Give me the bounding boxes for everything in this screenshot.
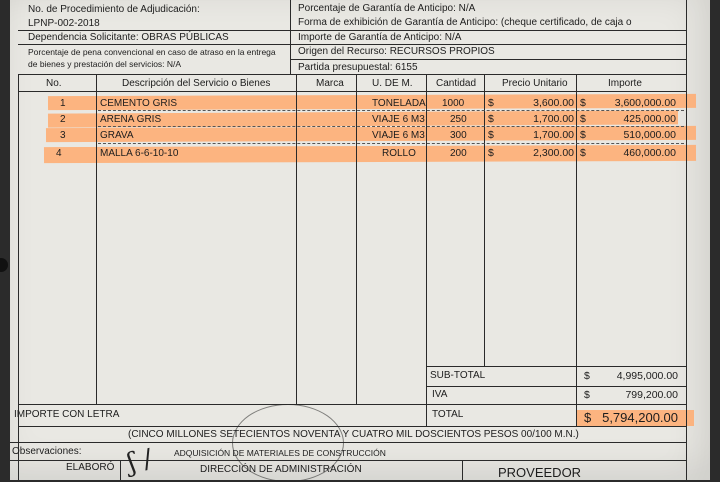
header-divider (290, 0, 291, 75)
header-line (18, 74, 686, 75)
row-4-description: MALLA 6-6-10-10 (100, 148, 179, 159)
row-guide (98, 110, 684, 111)
row-4-qty: 200 (450, 148, 467, 159)
total-label: TOTAL (432, 409, 464, 420)
column-line (96, 74, 97, 404)
row-3-description: GRAVA (100, 130, 134, 141)
row-1-qty: 1000 (442, 98, 465, 109)
row-1-no: 1 (60, 98, 66, 109)
subtotal-currency: $ (584, 370, 590, 382)
administration-label: DIRECCIÓN DE ADMINISTRACIÓN (200, 464, 362, 475)
observations-label: Observaciones: (12, 446, 82, 457)
purchase-order-sheet (10, 0, 710, 480)
signature-mark-icon: ʃ / (125, 443, 155, 479)
amount-in-words: (CINCO MILLONES SETECIENTOS NOVENTA Y CUATRO MIL DOSCIENTOS PESOS 00/100 M.N.) (128, 429, 579, 440)
iva-label: IVA (432, 389, 448, 400)
row-4-amount: 460,000.00 (623, 147, 676, 159)
footer-line (10, 460, 686, 461)
total-currency: $ (584, 410, 592, 425)
row-4-price-currency: $ (488, 147, 494, 159)
row-1-amount: 3,600,000.00 (614, 97, 676, 109)
row-4-amount-currency: $ (580, 147, 586, 159)
observations-text: ADQUISICIÓN DE MATERIALES DE CONSTRUCCIÓN (174, 448, 386, 458)
row-3-qty: 300 (450, 130, 467, 141)
column-line (296, 74, 297, 404)
procedure-label: No. de Procedimiento de Adjudicación: (28, 4, 200, 15)
totals-line (426, 366, 686, 367)
subtotal-label: SUB-TOTAL (430, 370, 486, 381)
totals-line (426, 404, 686, 405)
col-amount: Importe (608, 78, 642, 89)
column-line (484, 74, 485, 366)
iva-currency: $ (584, 389, 590, 401)
row-4-unit: ROLLO (382, 148, 416, 159)
guarantee-percentage: Porcentaje de Garantía de Anticipo: N/A (298, 3, 476, 14)
row-2-amount: 425,000.00 (623, 113, 676, 125)
guarantee-amount: Importe de Garantía de Anticipo: N/A (298, 32, 462, 43)
requesting-dependency: Dependencia Solicitante: OBRAS PÚBLICAS (28, 32, 229, 43)
row-2-amount-currency: $ (580, 113, 586, 125)
words-line (18, 404, 426, 405)
penalty-line-2: de bienes y prestación del servicios: N/A (28, 59, 182, 69)
row-1-unit-price: 3,600.00 (533, 97, 574, 109)
budget-item: Partida presupuestal: 6155 (298, 62, 418, 73)
footer-divider (120, 460, 121, 480)
col-unit: U. DE M. (372, 78, 413, 89)
row-4-unit-price: 2,300.00 (533, 147, 574, 159)
row-guide (98, 143, 684, 144)
row-3-unit-price: 1,700.00 (533, 129, 574, 141)
penalty-line-1: Porcentaje de pena convencional en caso de atraso en la entrega (28, 47, 276, 57)
row-2-price-currency: $ (488, 113, 494, 125)
row-1-amount-currency: $ (580, 97, 586, 109)
row-4-no: 4 (56, 148, 62, 159)
col-no: No. (46, 78, 62, 89)
row-1-price-currency: $ (488, 97, 494, 109)
row-2-unit-price: 1,700.00 (533, 113, 574, 125)
supplier-label: PROVEEDOR (498, 465, 582, 480)
punch-hole-icon (0, 258, 8, 272)
row-2-unit: VIAJE 6 M3 (372, 114, 425, 125)
table-header-bottom (18, 91, 686, 92)
row-2-description: ARENA GRIS (100, 114, 162, 125)
row-3-amount: 510,000.00 (623, 129, 676, 141)
row-3-no: 3 (60, 130, 66, 141)
row-guide (98, 126, 684, 127)
words-line (18, 426, 686, 427)
resource-origin: Origen del Recurso: RECURSOS PROPIOS (298, 46, 495, 57)
header-line (18, 44, 686, 45)
guarantee-form: Forma de exhibición de Garantía de Anticipo: (cheque certificado, de caja o (298, 17, 632, 28)
amount-in-words-label: IMPORTE CON LETRA (14, 409, 120, 420)
column-line (356, 74, 357, 404)
row-3-unit: VIAJE 6 M3 (372, 130, 425, 141)
iva-value: 799,200.00 (625, 389, 678, 401)
col-unit-price: Precio Unitario (502, 78, 568, 89)
row-1-description: CEMENTO GRIS (100, 98, 178, 109)
subtotal-value: 4,995,000.00 (616, 370, 678, 382)
totals-line (426, 386, 686, 387)
col-description: Descripción del Servicio o Bienes (122, 78, 271, 89)
header-line (290, 59, 686, 60)
procedure-number: LPNP-002-2018 (28, 18, 100, 29)
official-seal-icon (232, 404, 344, 482)
col-quantity: Cantidad (436, 78, 477, 89)
row-3-price-currency: $ (488, 129, 494, 141)
row-1-unit: TONELADA (372, 98, 426, 109)
footer-divider (462, 460, 463, 480)
row-2-qty: 250 (450, 114, 467, 125)
row-3-amount-currency: $ (580, 129, 586, 141)
table-border-right (686, 0, 687, 480)
header-line (18, 30, 686, 31)
col-brand: Marca (316, 78, 344, 89)
prepared-by-label: ELABORÓ (66, 462, 115, 473)
row-2-no: 2 (60, 114, 66, 125)
observations-line (10, 442, 686, 443)
total-value: 5,794,200.00 (602, 410, 678, 425)
